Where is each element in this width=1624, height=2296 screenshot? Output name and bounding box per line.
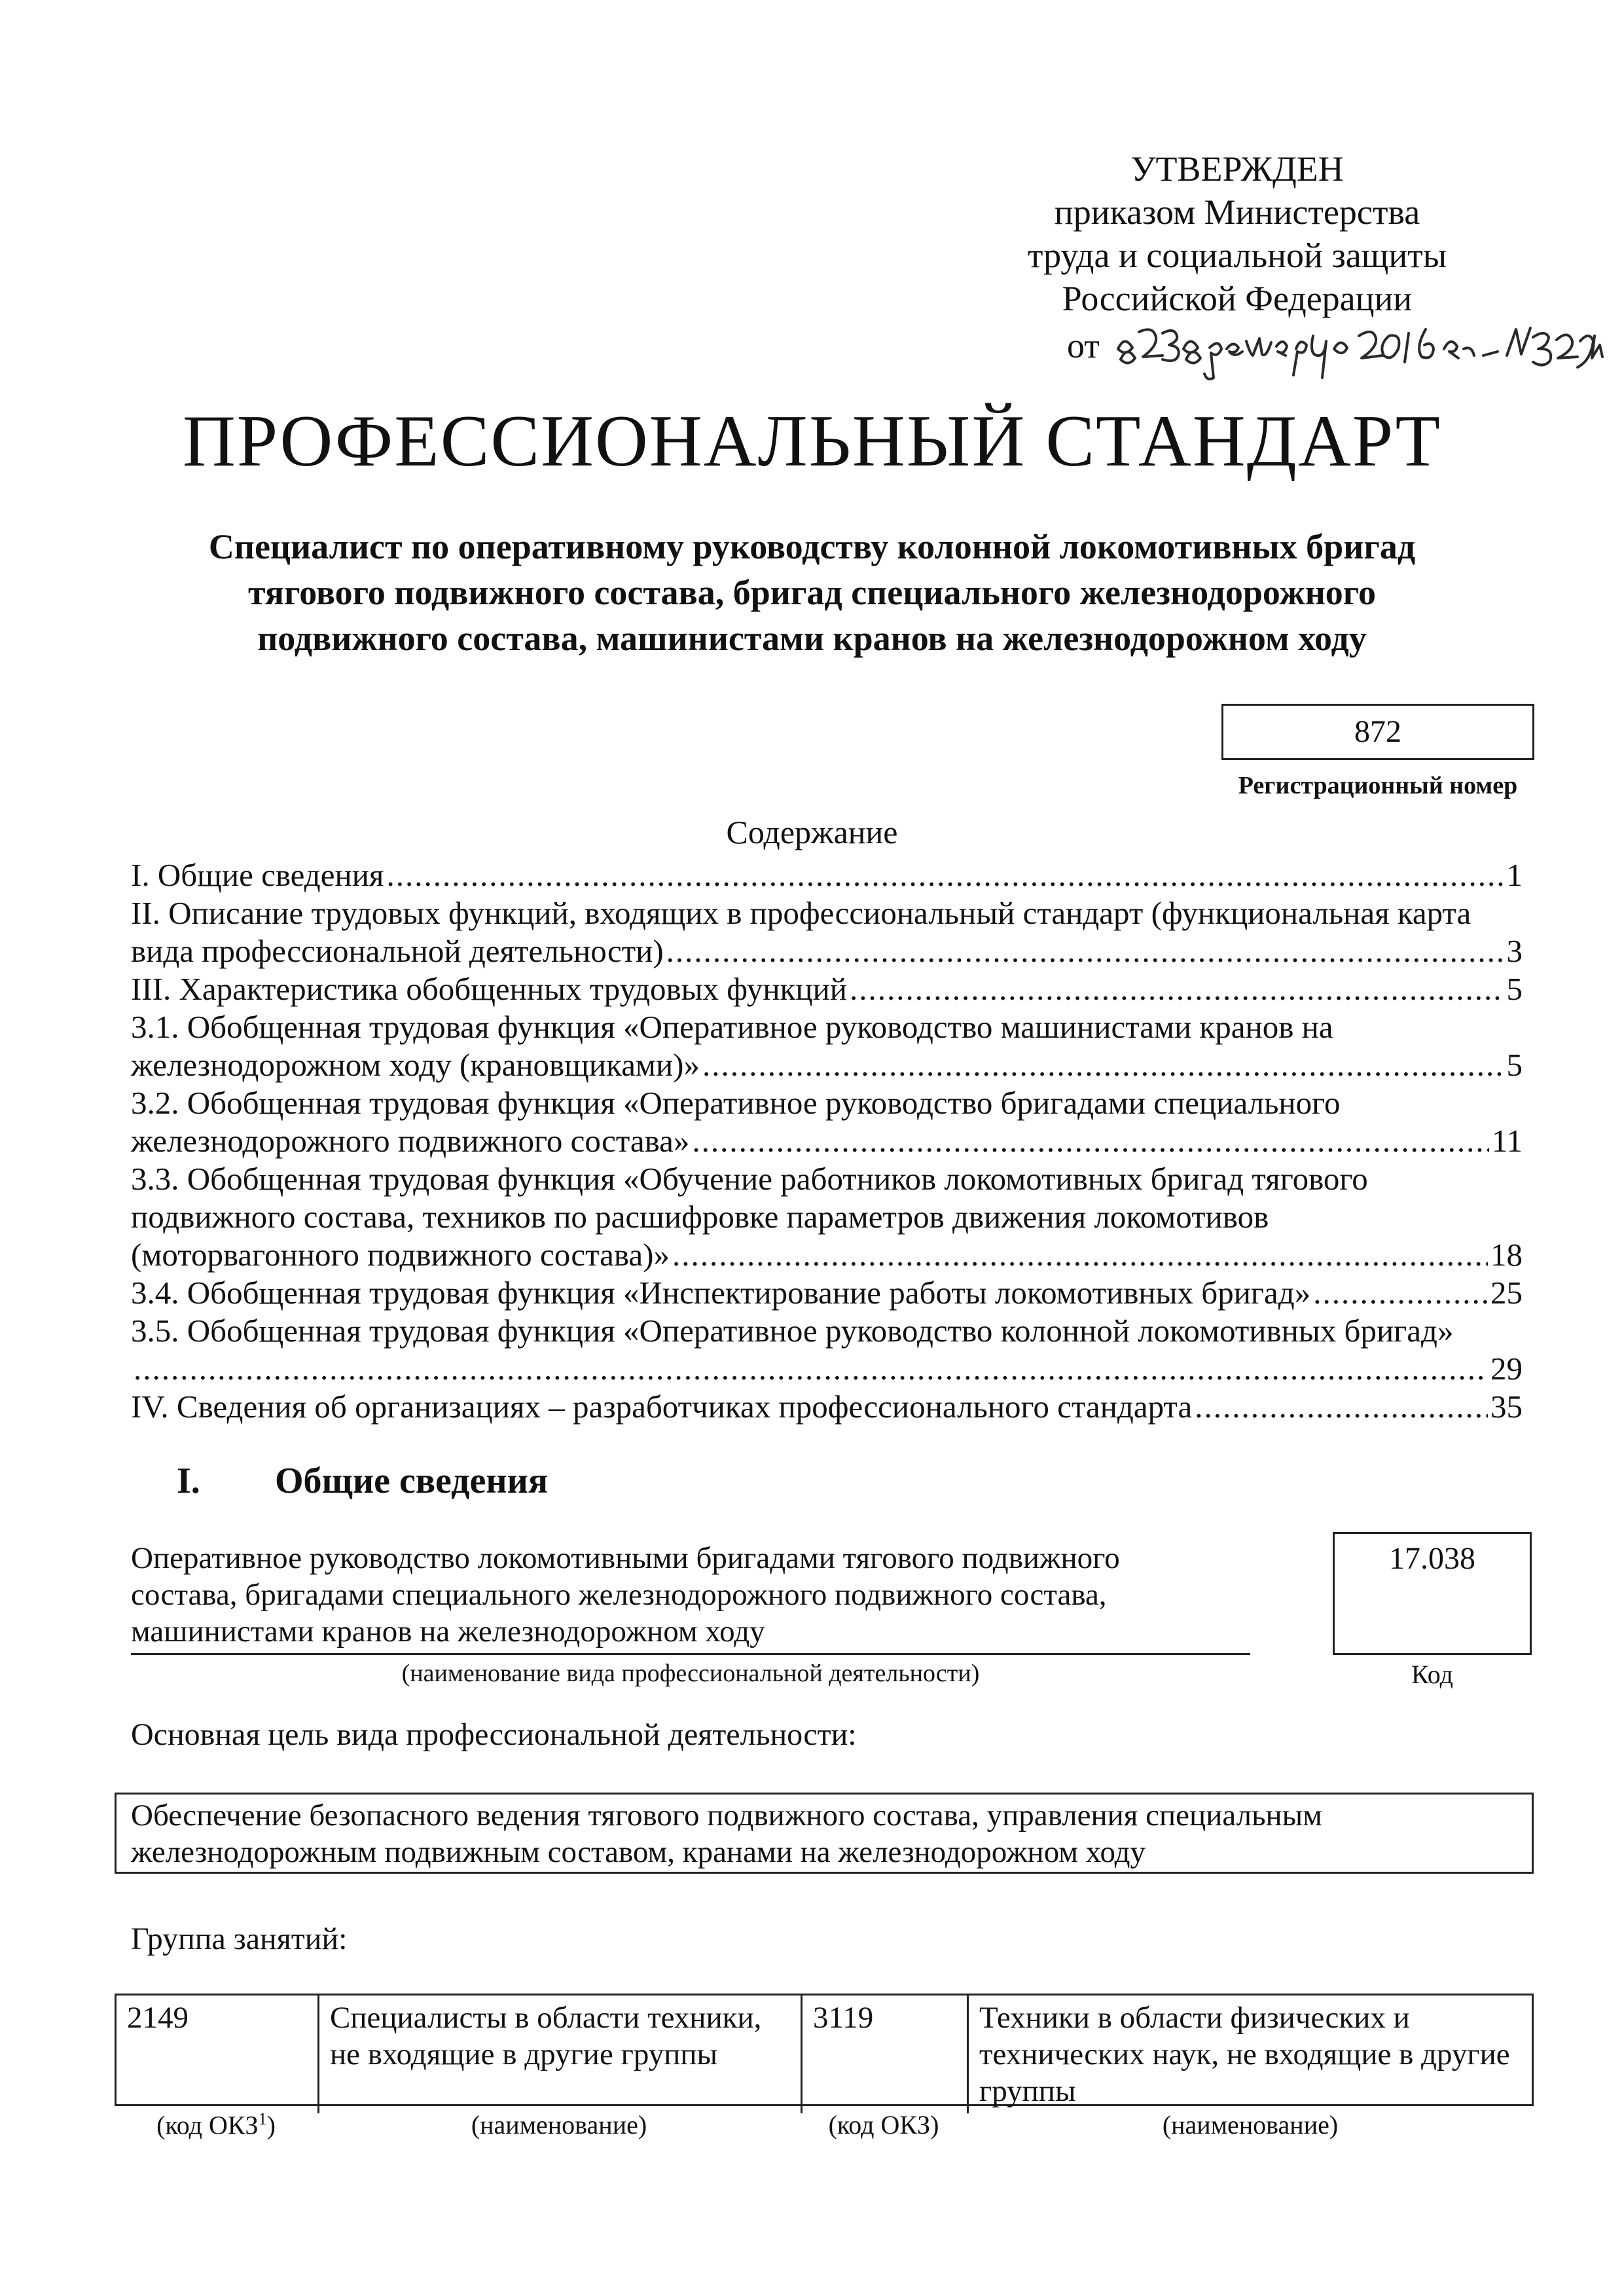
toc-entry[interactable] <box>131 1312 1523 1388</box>
goal-text-line: Обеспечение безопасного ведения тягового подвижного состава, управления специальным <box>131 1798 1322 1832</box>
toc-dot-leader <box>672 1236 1488 1274</box>
activity-code-caption: Код <box>1411 1660 1453 1689</box>
toc-dot-leader <box>692 1122 1489 1160</box>
activity-name-line: Оперативное руководство локомотивными бригадами тягового подвижного <box>131 1541 1120 1575</box>
approval-line: труда и социальной защиты <box>1027 236 1447 275</box>
standard-name-line: Специалист по оперативному руководству колонной локомотивных бригад <box>208 527 1416 566</box>
toc-entry-text: вида профессиональной деятельности) <box>131 933 664 969</box>
caption-text: (код ОКЗ <box>156 2110 259 2140</box>
toc-page-number: 29 <box>1490 1351 1523 1387</box>
toc-entry-text: 3.5. Обобщенная трудовая функция «Оперативное руководство колонной локомотивных бригад» <box>131 1313 1454 1349</box>
footnote-marker[interactable]: 1 <box>258 2109 267 2128</box>
okz-name-cell: Техники в области физических и технических наук, не входящие в другие группы <box>979 2001 1510 2108</box>
toc-dot-leader <box>386 856 1504 894</box>
toc-dot-leader <box>1313 1274 1488 1312</box>
standard-name-line: тягового подвижного состава, бригад специального железнодорожного <box>248 573 1376 612</box>
date-prefix: от <box>1067 326 1100 365</box>
okz-code-caption: (код ОКЗ) <box>828 2110 939 2140</box>
section-title: Общие сведения <box>275 1461 549 1501</box>
section-heading <box>177 1460 548 1502</box>
occupation-group-label: Группа занятий: <box>131 1922 348 1956</box>
okz-code-cell: 2149 <box>117 1995 319 2113</box>
toc-entry[interactable] <box>131 1160 1523 1274</box>
toc-entry-text: 3.3. Обобщенная трудовая функция «Обучение работников локомотивных бригад тягового <box>131 1161 1368 1197</box>
occupation-table-captions <box>115 2109 1534 2140</box>
toc-dot-leader <box>702 1046 1504 1084</box>
okz-name-caption: (наименование) <box>471 2110 647 2140</box>
goal-label: Основная цель вида профессиональной деятельности: <box>131 1717 857 1752</box>
toc-entry[interactable] <box>131 894 1523 970</box>
table-of-contents <box>131 856 1523 1426</box>
approval-heading: УТВЕРЖДЕН <box>1130 149 1344 189</box>
toc-dot-leader <box>134 1350 1488 1388</box>
approval-line: приказом Министерства <box>1054 192 1420 232</box>
goal-box <box>115 1793 1534 1874</box>
handwritten-date-signature <box>1111 310 1609 382</box>
occupation-group-table <box>115 1994 1534 2106</box>
activity-name <box>131 1540 1218 1650</box>
activity-underline <box>131 1653 1250 1655</box>
approval-line: Российской Федерации <box>1062 279 1413 318</box>
goal-text-line: железнодорожным подвижным составом, кранами на железнодорожном ходу <box>131 1835 1146 1869</box>
okz-name-caption: (наименование) <box>1162 2110 1339 2140</box>
toc-dot-leader <box>666 932 1504 970</box>
toc-entry[interactable] <box>131 1008 1523 1084</box>
toc-entry-text: I. Общие сведения <box>131 857 384 893</box>
okz-code-caption <box>115 2109 317 2140</box>
registration-number-box: 872 <box>1221 704 1534 760</box>
approval-date-line <box>969 320 1506 373</box>
toc-entry-text: 3.4. Обобщенная трудовая функция «Инспектирование работы локомотивных бригад» <box>131 1275 1311 1311</box>
standard-name <box>131 524 1493 661</box>
okz-name-cell: Специалисты в области техники, не входящие в другие группы <box>319 1995 803 2113</box>
toc-entry-text: железнодорожного подвижного состава» <box>131 1123 690 1159</box>
toc-entry-text: III. Характеристика обобщенных трудовых функций <box>131 971 848 1007</box>
toc-page-number: 5 <box>1506 971 1523 1007</box>
toc-page-number: 3 <box>1506 933 1523 969</box>
toc-entry-text: 3.2. Обобщенная трудовая функция «Оперативное руководство бригадами специального <box>131 1085 1341 1121</box>
caption-text: ) <box>266 2110 276 2140</box>
toc-entry-text: IV. Сведения об организациях – разработчиках профессионального стандарта <box>131 1389 1193 1425</box>
standard-name-line: подвижного состава, машинистами кранов на железнодорожном ходу <box>257 619 1367 658</box>
activity-name-line: машинистами кранов на железнодорожном ходу <box>131 1614 765 1649</box>
activity-code-box: 17.038 <box>1333 1532 1532 1655</box>
toc-heading: Содержание <box>726 814 898 850</box>
toc-dot-leader <box>850 970 1504 1008</box>
toc-entry-text: 3.1. Обобщенная трудовая функция «Оперативное руководство машинистами кранов на <box>131 1009 1333 1045</box>
toc-page-number: 1 <box>1506 857 1523 893</box>
activity-caption: (наименование вида профессиональной деятельности) <box>401 1660 980 1687</box>
toc-entry-text: железнодорожном ходу (крановщиками)» <box>131 1047 700 1083</box>
registration-number-label: Регистрационный номер <box>1238 772 1518 799</box>
toc-page-number: 18 <box>1490 1237 1523 1273</box>
okz-code-cell: 3119 <box>803 1995 969 2113</box>
activity-name-line: состава, бригадами специального железнодорожного подвижного состава, <box>131 1578 1107 1612</box>
toc-page-number: 5 <box>1506 1047 1523 1083</box>
toc-page-number: 35 <box>1490 1389 1523 1425</box>
toc-entry[interactable] <box>131 970 1523 1008</box>
toc-page-number: 11 <box>1491 1123 1523 1159</box>
document-title: ПРОФЕССИОНАЛЬНЫЙ СТАНДАРТ <box>183 401 1441 482</box>
toc-page-number: 25 <box>1490 1275 1523 1311</box>
toc-entry[interactable] <box>131 856 1523 894</box>
toc-dot-leader <box>1195 1388 1488 1426</box>
toc-entry-text: II. Описание трудовых функций, входящих в профессиональный стандарт (функциональная карта <box>131 895 1471 931</box>
section-number: I. <box>177 1461 200 1501</box>
toc-entry[interactable] <box>131 1274 1523 1312</box>
approval-block <box>969 147 1506 373</box>
toc-entry-text: (моторвагонного подвижного состава)» <box>131 1237 670 1273</box>
toc-entry[interactable] <box>131 1084 1523 1160</box>
toc-entry-text: подвижного состава, техников по расшифровке параметров движения локомотивов <box>131 1199 1269 1235</box>
toc-entry[interactable] <box>131 1388 1523 1426</box>
